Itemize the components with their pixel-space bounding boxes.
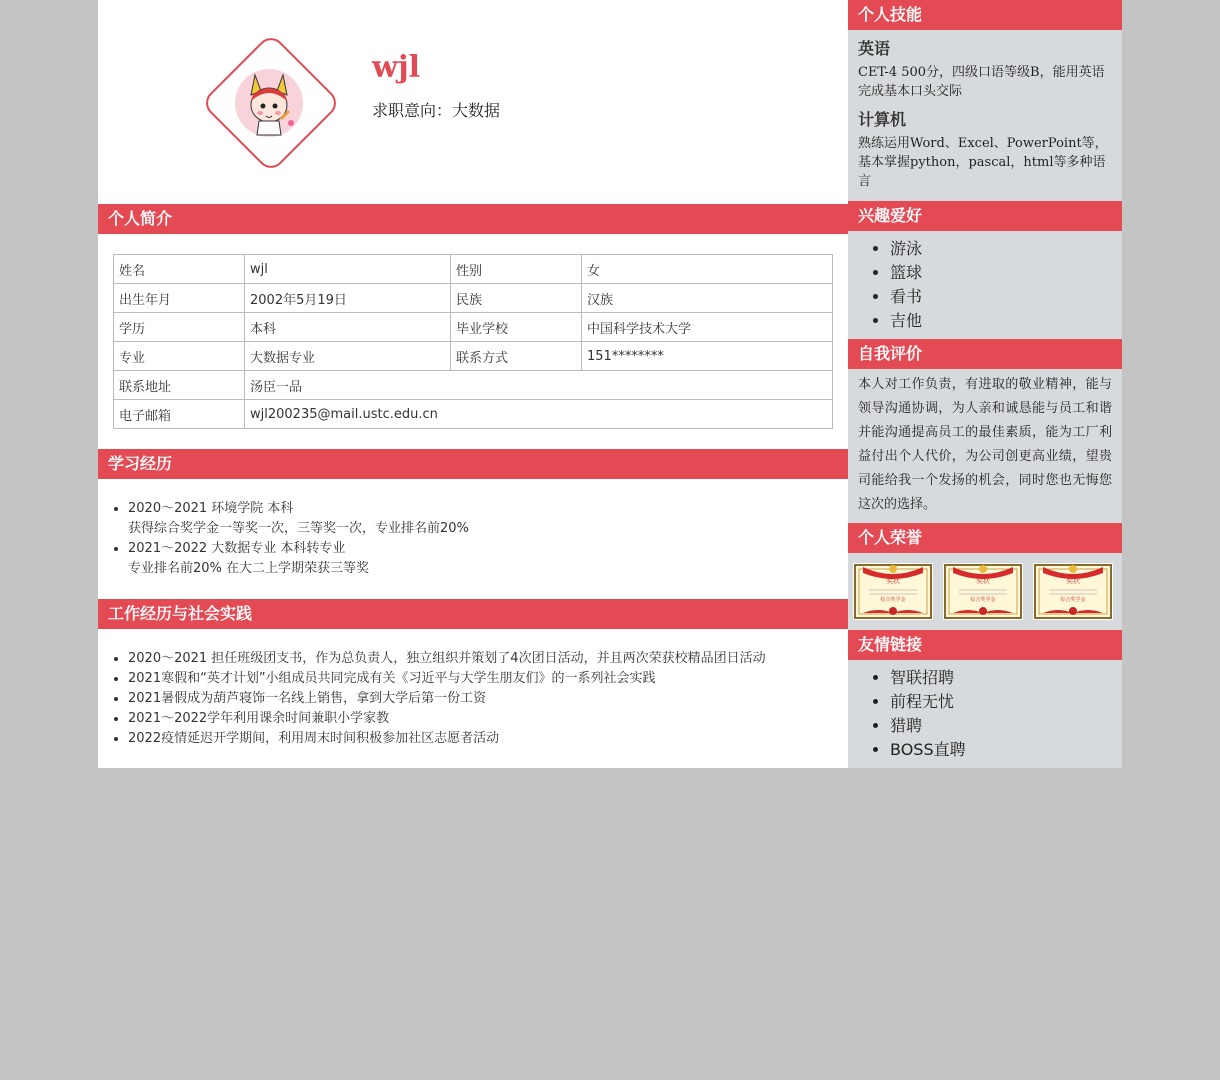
- certificate-subtitle: 综合奖学金: [1060, 597, 1086, 603]
- certificate-title: 奖状: [976, 577, 990, 585]
- link-liepin[interactable]: • 猎聘: [890, 714, 1122, 738]
- table-cell: 电子邮箱: [114, 400, 245, 429]
- table-cell: 学历: [114, 313, 245, 342]
- list-item: • 看书: [890, 285, 1122, 309]
- cartoon-avatar-icon: [229, 61, 309, 141]
- table-cell: 汤臣一品: [245, 371, 833, 400]
- links-list: [848, 660, 1122, 768]
- table-cell: 联系地址: [114, 371, 245, 400]
- table-cell: 女: [582, 255, 833, 284]
- list-item: • 游泳: [890, 237, 1122, 261]
- section-title-hobbies: 兴趣爱好: [848, 201, 1122, 231]
- table-cell: 毕业学校: [451, 313, 582, 342]
- section-title-intro: 个人简介: [98, 204, 848, 234]
- list-item: [128, 499, 848, 539]
- certificate-title: 奖状: [1066, 577, 1080, 585]
- table-cell: 民族: [451, 284, 582, 313]
- list-item: • 篮球: [890, 261, 1122, 285]
- table-row: [114, 284, 833, 313]
- resume-page: [98, 0, 1122, 768]
- education-list: [98, 479, 848, 599]
- job-objective: [372, 98, 500, 121]
- email-link[interactable]: wjl200235@mail.ustc.edu.cn: [245, 400, 833, 429]
- hobbies-list: [848, 231, 1122, 339]
- section-title-work: 工作经历与社会实践: [98, 599, 848, 629]
- certificate-icon: [943, 563, 1023, 620]
- section-title-honors: 个人荣誉: [848, 523, 1122, 553]
- table-cell: 2002年5月19日: [245, 284, 451, 313]
- link-zhaopin[interactable]: • 智联招聘: [890, 666, 1122, 690]
- skill-desc: CET-4 500分，四级口语等级B，能用英语完成基本口头交际: [858, 65, 1105, 99]
- honors-gallery: [848, 553, 1122, 630]
- table-cell: 姓名: [114, 255, 245, 284]
- certificate-image[interactable]: [853, 563, 933, 620]
- education-detail: 获得综合奖学金一等奖一次，三等奖一次，专业排名前20%: [128, 521, 469, 536]
- main-column: [98, 0, 848, 768]
- section-title-self-eval: 自我评价: [848, 339, 1122, 369]
- self-evaluation: 本人对工作负责，有进取的敬业精神，能与领导沟通协调，为人亲和诚恳能与员工和谐并能沟通提高员工的最佳素质，能为工厂利益付出个人代价，为公司创更高业绩，望贵司能给我一个发扬的机会，同时您也无悔您这次的选择。: [858, 377, 1112, 512]
- skill-title: 计算机: [858, 110, 907, 129]
- certificate-title: 奖状: [886, 577, 900, 585]
- list-item: • 2021寒假和“英才计划”小组成员共同完成有关《习近平与大学生朋友们》的一系列社会实践: [128, 669, 848, 689]
- link-51job[interactable]: • 前程无忧: [890, 690, 1122, 714]
- certificate-icon: [1033, 563, 1113, 620]
- list-item: • 2020～2021 担任班级团支书，作为总负责人，独立组织并策划了4次团日活动，并且两次荣获校精品团日活动: [128, 649, 848, 669]
- avatar: [201, 33, 337, 169]
- list-item: • 2021暑假成为葫芦寝饰一名线上销售，拿到大学后第一份工资: [128, 689, 848, 709]
- skills: [848, 30, 1122, 201]
- objective-label: 求职意向：: [372, 101, 453, 120]
- education-detail: 专业排名前20% 在大二上学期荣获三等奖: [128, 561, 370, 576]
- link-boss[interactable]: • BOSS直聘: [890, 738, 1122, 762]
- table-row: [114, 342, 833, 371]
- certificate-icon: [853, 563, 933, 620]
- table-cell: 出生年月: [114, 284, 245, 313]
- work-list: [98, 629, 848, 769]
- table-row: [114, 400, 833, 429]
- objective-value: 大数据: [452, 101, 501, 120]
- certificate-subtitle: 综合奖学金: [970, 597, 996, 603]
- table-row: [114, 313, 833, 342]
- sidebar: [848, 0, 1122, 768]
- certificate-subtitle: 综合奖学金: [880, 597, 906, 603]
- certificate-image[interactable]: [1033, 563, 1113, 620]
- table-cell: 本科: [245, 313, 451, 342]
- education-heading: 2021～2022 大数据专业 本科转专业: [128, 541, 346, 556]
- table-cell: 汉族: [582, 284, 833, 313]
- personal-info: [98, 234, 848, 449]
- section-title-education: 学习经历: [98, 449, 848, 479]
- table-row: [114, 371, 833, 400]
- table-cell: 中国科学技术大学: [582, 313, 833, 342]
- section-title-links: 友情链接: [848, 630, 1122, 660]
- skill-desc: 熟练运用Word、Excel、PowerPoint等，基本掌握python，pascal，html等多种语言: [858, 136, 1108, 189]
- certificate-image[interactable]: [943, 563, 1023, 620]
- table-cell: 专业: [114, 342, 245, 371]
- section-title-skills: 个人技能: [848, 0, 1122, 30]
- candidate-name: wjl: [372, 50, 421, 85]
- skill-title: 英语: [858, 39, 891, 58]
- list-item: • 2021～2022学年利用课余时间兼职小学家教: [128, 709, 848, 729]
- list-item: • 2022疫情延迟开学期间，利用周末时间积极参加社区志愿者活动: [128, 729, 848, 749]
- table-row: [114, 255, 833, 284]
- table-cell: wjl: [245, 255, 451, 284]
- table-cell: 大数据专业: [245, 342, 451, 371]
- table-cell: 151********: [582, 342, 833, 371]
- table-cell: 联系方式: [451, 342, 582, 371]
- table-cell: 性别: [451, 255, 582, 284]
- list-item: [128, 539, 848, 579]
- personal-info-table: [113, 254, 833, 429]
- list-item: • 吉他: [890, 309, 1122, 333]
- resume-header: [98, 0, 848, 204]
- education-heading: 2020～2021 环境学院 本科: [128, 501, 294, 516]
